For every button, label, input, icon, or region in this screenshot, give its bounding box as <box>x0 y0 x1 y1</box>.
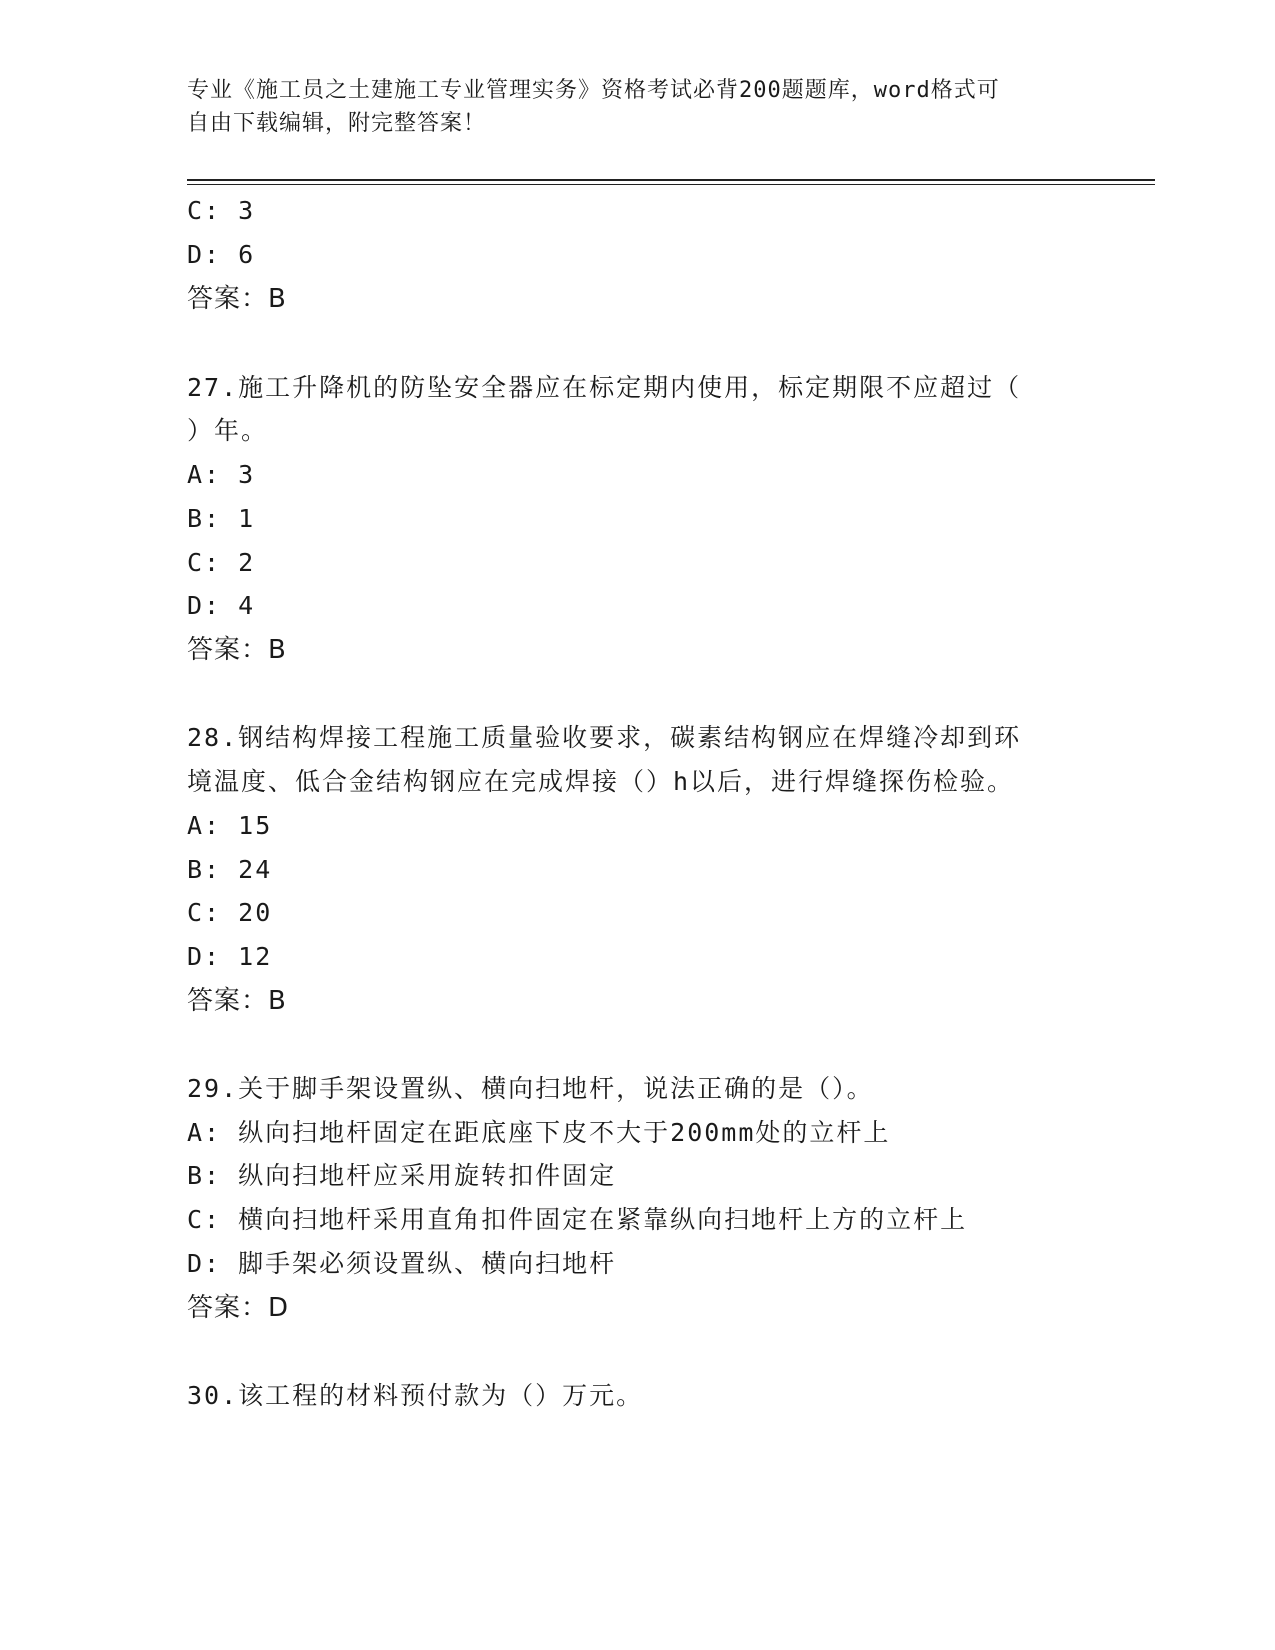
q27-option-d: D: 4 <box>187 591 256 620</box>
header-line-1: 专业《施工员之土建施工专业管理实务》资格考试必背200题题库，word格式可 <box>187 78 1000 103</box>
q26-answer: 答案：B <box>187 284 287 314</box>
q28-option-c: C: 20 <box>187 898 273 927</box>
document-header <box>187 74 1067 140</box>
q26-option-d: D: 6 <box>187 240 256 269</box>
q27-answer: 答案：B <box>187 635 287 665</box>
q26-option-c: C: 3 <box>187 196 256 225</box>
q27-option-a: A: 3 <box>187 460 256 489</box>
q28-answer: 答案：B <box>187 986 287 1016</box>
q30-stem: 30.该工程的材料预付款为（）万元。 <box>187 1381 644 1410</box>
q27-option-b: B: 1 <box>187 504 256 533</box>
q28-option-b: B: 24 <box>187 855 273 884</box>
q28-option-d: D: 12 <box>187 942 273 971</box>
q28-option-a: A: 15 <box>187 811 273 840</box>
q29-option-d: D: 脚手架必须设置纵、横向扫地杆 <box>187 1249 617 1278</box>
q28-stem-line-2: 境温度、低合金结构钢应在完成焊接（）h以后，进行焊缝探伤检验。 <box>187 767 1015 796</box>
q29-stem: 29.关于脚手架设置纵、横向扫地杆，说法正确的是（）。 <box>187 1074 874 1103</box>
q29-answer: 答案：D <box>187 1293 290 1323</box>
header-divider-thin <box>187 184 1155 185</box>
q28-stem-line-1: 28.钢结构焊接工程施工质量验收要求，碳素结构钢应在焊缝冷却到环 <box>187 723 1022 752</box>
q29-option-b: B: 纵向扫地杆应采用旋转扣件固定 <box>187 1161 617 1190</box>
q29-option-a: A: 纵向扫地杆固定在距底座下皮不大于200mm处的立杆上 <box>187 1118 891 1147</box>
q27-option-c: C: 2 <box>187 548 256 577</box>
header-divider-thick <box>187 179 1155 181</box>
q29-option-c: C: 横向扫地杆采用直角扣件固定在紧靠纵向扫地杆上方的立杆上 <box>187 1205 968 1234</box>
header-line-2: 自由下载编辑，附完整答案！ <box>187 111 487 136</box>
q27-stem-line-1: 27.施工升降机的防坠安全器应在标定期内使用，标定期限不应超过（ <box>187 373 1022 402</box>
q27-stem-line-2: ）年。 <box>187 416 269 445</box>
